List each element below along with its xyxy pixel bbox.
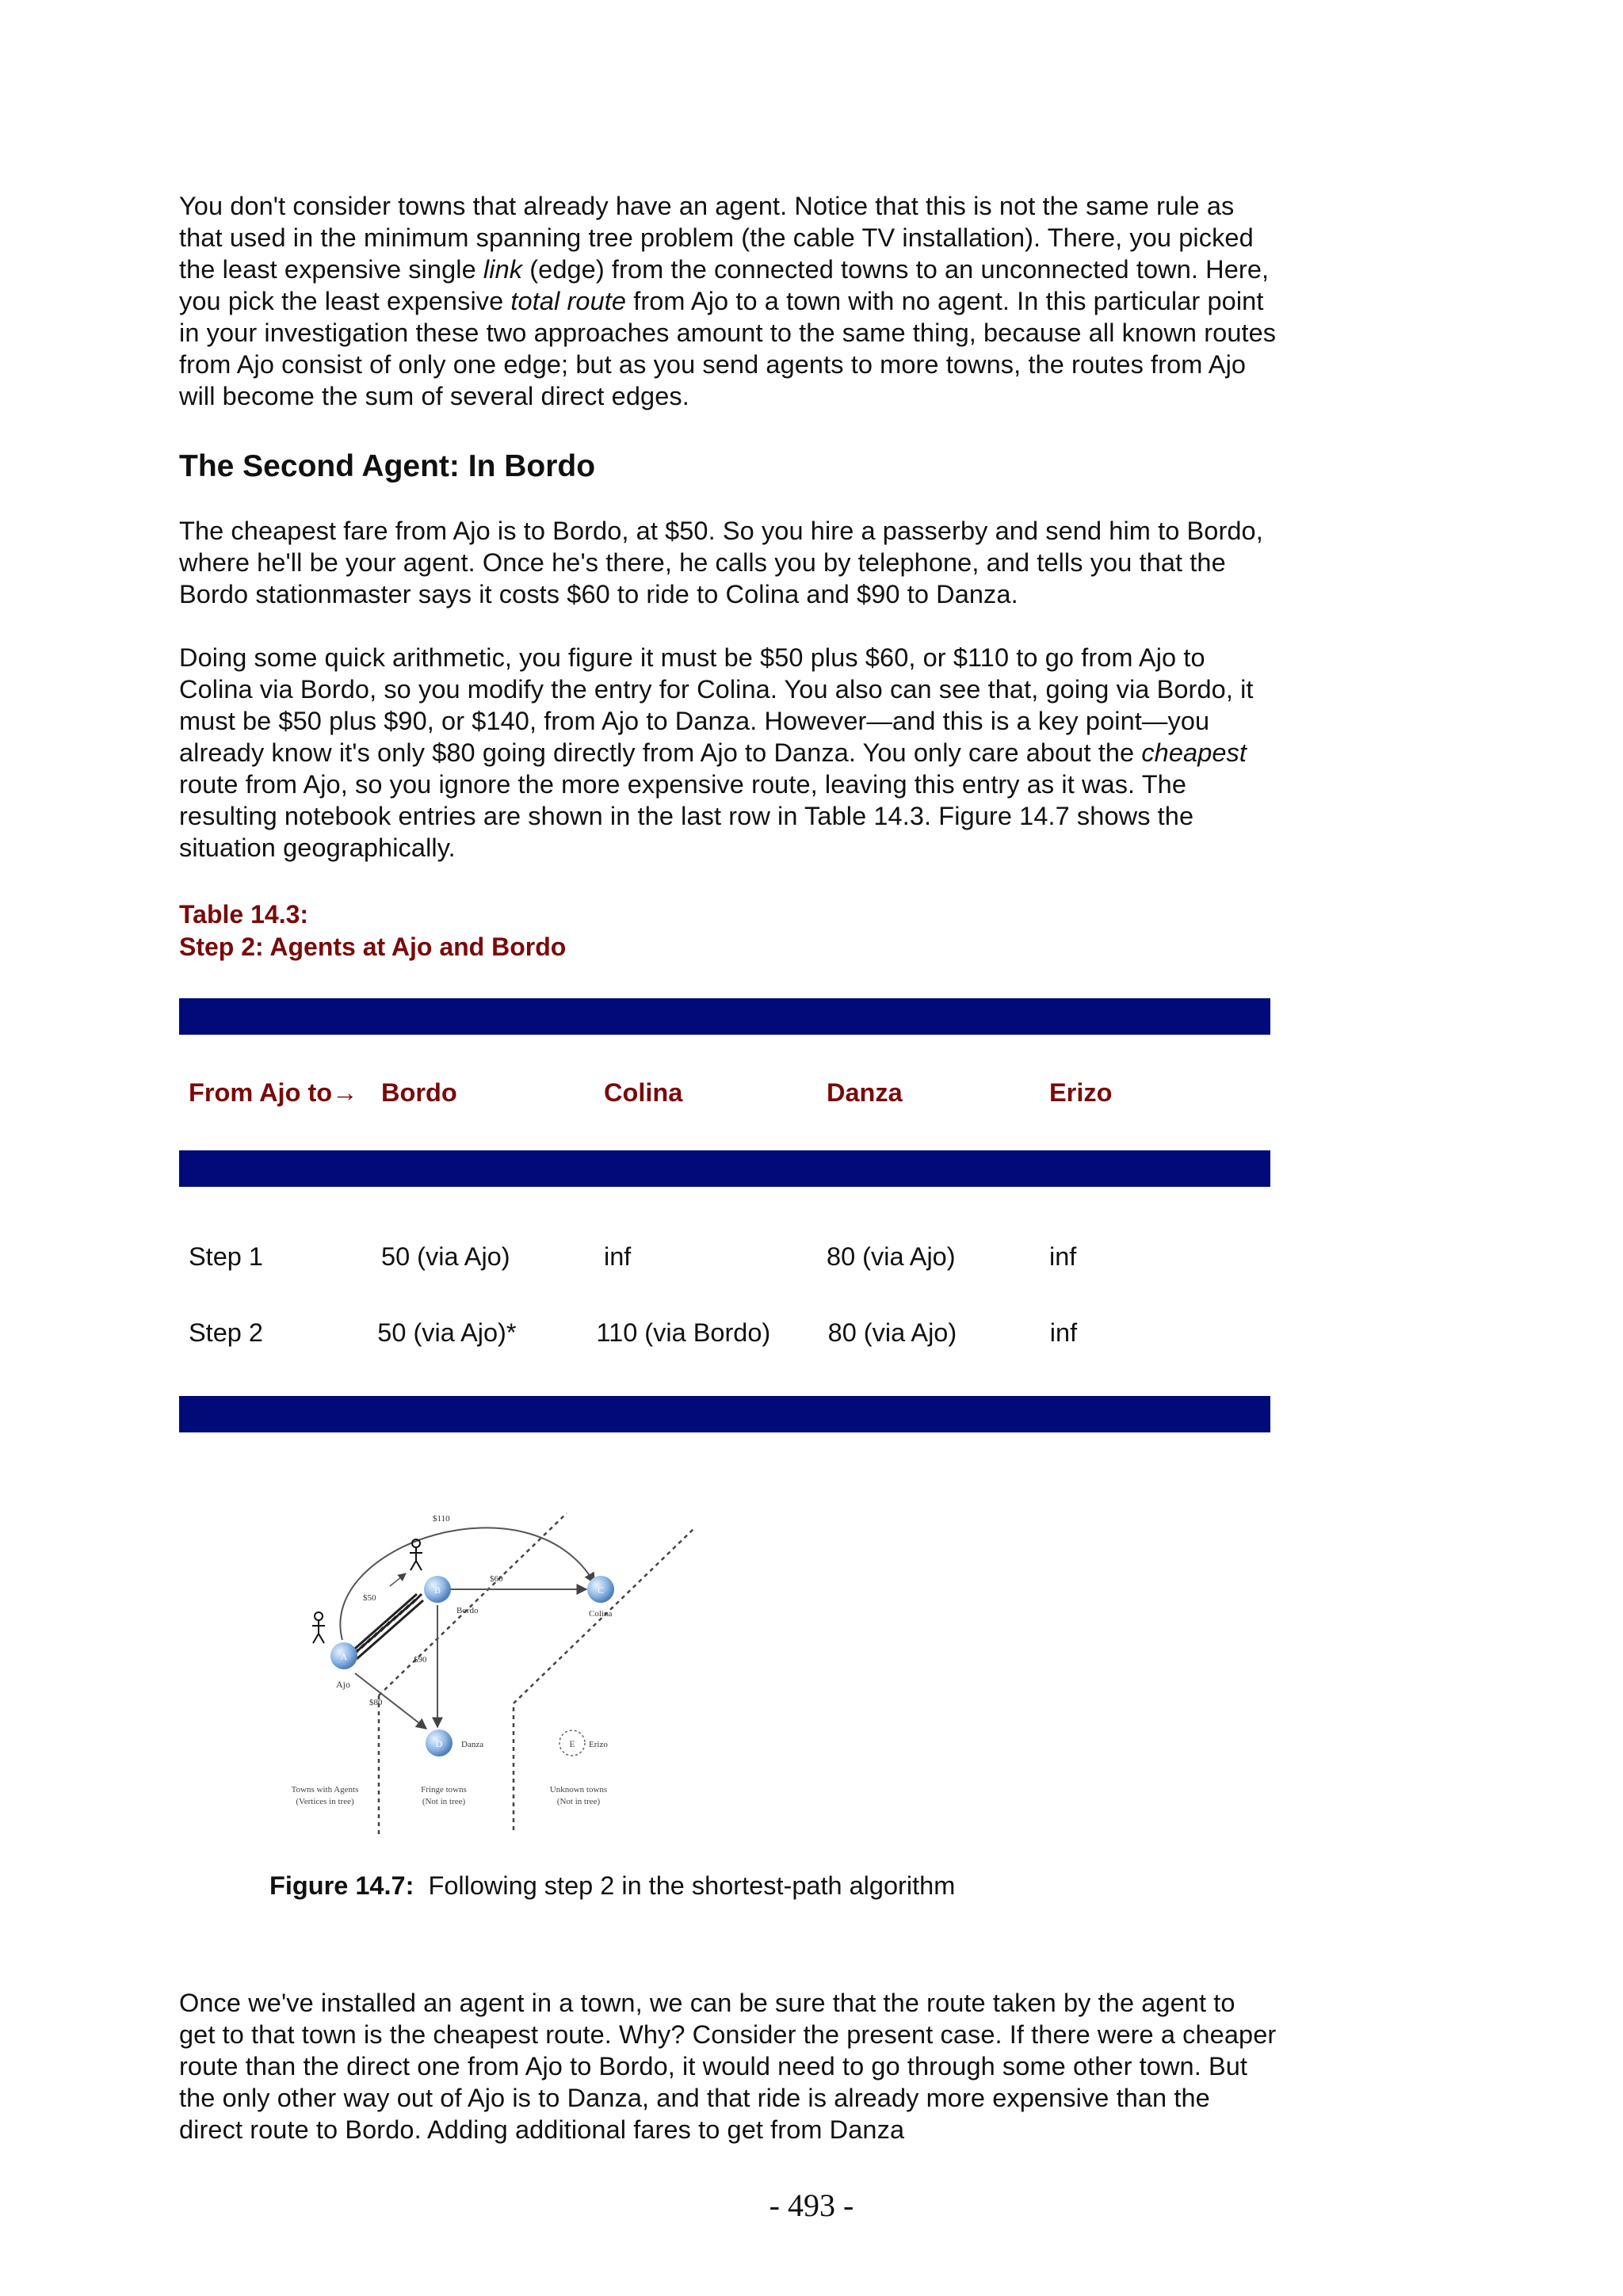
fare-label: $50 [363,1593,376,1603]
paragraph-2: The cheapest fare from Ajo is to Bordo, at $50. So you hire a passerby and send him to Bordo, where he'll be your agent. Once he's there, he calls you by telephone, and tells you that the Bordo stationmaster says it costs $60 to ride to Colina and $90 to Danza. [179,517,1263,608]
svg-text:Towns with Agents: Towns with Agents [291,1785,359,1794]
header-colina: Colina [604,1077,683,1107]
header-danza: Danza [827,1077,903,1107]
svg-text:Colina: Colina [589,1609,613,1619]
table-caption [179,898,1277,963]
fare-label: $80 [369,1698,383,1707]
paragraph-4: Once we've installed an agent in a town, we can be sure that the route taken by the agent to get to that town is the cheapest route. Why? Consider the present case. If there were a cheaper route than the direct one from Ajo to Bordo, it would need to go through some other town. But the only other way out of Ajo is to Danza, and that ride is already more expensive than the direct route to Bordo. Adding additional fares to get from Danza [179,1989,1277,2144]
table-top-bar [179,998,1270,1035]
figure-caption [269,1870,955,1901]
table-cell: inf [1049,1318,1078,1347]
page-number: - 493 - [769,2187,854,2223]
town-ajo [330,1642,357,1690]
svg-text:(Not in tree): (Not in tree) [422,1797,466,1806]
svg-text:Fringe towns: Fringe towns [421,1785,467,1794]
zone-divider [379,1513,567,1695]
table-cell: 80 (via Ajo) [827,1318,957,1347]
right-arrow-icon: → [332,1077,358,1107]
svg-text:E: E [569,1738,575,1749]
table-cell: 80 (via Ajo) [827,1241,956,1271]
town-erizo [559,1730,608,1756]
table-cell: inf [1049,1241,1077,1271]
table-number: Table 14.3: [179,900,309,929]
page-content [179,190,1277,1432]
header-erizo: Erizo [1049,1077,1113,1107]
paragraph-1: You don't consider towns that already have an agent. Notice that this is not the same rule as that used in the minimum spanning tree problem (the cable TV installation). There, you picked the least expensive single link (edge) from the connected towns to an unconnected town. Here, you pick the least expensive total route from Ajo to a town with no agent. In this particular point in your investigation these two approaches amount to the same thing, because all known routes from Ajo consist of only one edge; but as you send agents to more towns, the routes from Ajo will become the sum of several direct edges. [179,192,1277,410]
table-header-row [179,1035,1270,1150]
table-cell: 110 (via Bordo) [596,1318,771,1347]
header-bordo: Bordo [381,1077,457,1107]
svg-text:A: A [340,1651,348,1662]
distance-table [179,998,1270,1432]
section-heading: The Second Agent: In Bordo [179,449,596,483]
svg-text:B: B [433,1585,441,1596]
figure-title: Following step 2 in the shortest-path algorithm [428,1871,956,1900]
svg-text:Danza: Danza [461,1740,484,1749]
table-row [179,1219,1270,1295]
row-label: Step 1 [189,1241,263,1271]
svg-text:(Not in tree): (Not in tree) [556,1797,601,1806]
svg-text:Bordo: Bordo [456,1606,479,1615]
agent-icon [410,1539,422,1570]
figure-number: Figure 14.7: [269,1871,414,1900]
row-label: Step 2 [189,1318,263,1347]
table-title: Step 2: Agents at Ajo and Bordo [179,933,567,961]
table-cell: 50 (via Ajo) [381,1241,510,1271]
svg-text:Unknown towns: Unknown towns [549,1785,608,1794]
paragraph-3: Doing some quick arithmetic, you figure it must be $50 plus $60, or $110 to go from Ajo to Colina via Bordo, so you modify the entry for Colina. You also can see that, going via Bordo, it must be $50 plus $90, or $140, from Ajo to Danza. However—and this is a key point—you already know it's only $80 going directly from Ajo to Danza. You only care about the cheapest route from Ajo, so you ignore the more expensive route, leaving this entry as it was. The resulting notebook entries are shown in the last row in Table 14.3. Figure 14.7 shows the situation geographically. [179,643,1254,862]
svg-text:C: C [597,1585,605,1596]
table-bottom-bar [179,1396,1270,1432]
edge-ajo-colina [340,1527,594,1640]
header-from-ajo: From Ajo to→ [189,1077,358,1107]
fare-label: $90 [414,1655,427,1665]
svg-text:D: D [435,1738,443,1749]
edge-ajo-danza [355,1673,426,1729]
fare-label: $60 [490,1574,503,1584]
town-bordo [424,1576,479,1615]
agent-icon [312,1612,325,1643]
svg-text:Ajo: Ajo [336,1679,350,1690]
town-colina [587,1576,614,1619]
table-row [179,1295,1270,1371]
route-diagram [269,1497,713,1838]
svg-text:(Vertices in tree): (Vertices in tree) [296,1797,354,1806]
railroad-track-icon [349,1594,423,1659]
fare-label: $110 [433,1514,450,1524]
table-cell: 50 (via Ajo)* [377,1318,517,1347]
table-mid-bar [179,1150,1270,1187]
table-cell: inf [604,1241,632,1271]
town-danza [426,1730,483,1756]
svg-text:Erizo: Erizo [589,1740,608,1749]
